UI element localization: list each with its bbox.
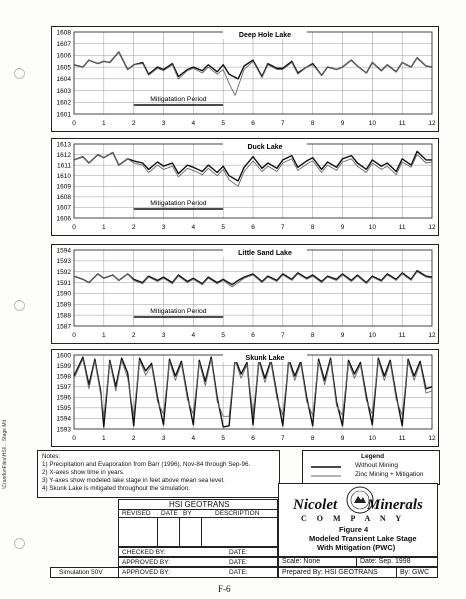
x-tick-label: 11	[398, 332, 406, 339]
x-tick-label: 4	[191, 224, 196, 231]
y-tick-label: 1587	[56, 323, 71, 331]
x-tick-label: 10	[368, 224, 376, 231]
x-tick-label: 1	[102, 224, 106, 231]
chart-panel-skunk-lake	[51, 349, 439, 447]
date-value: Date: Sep. 1998	[360, 558, 411, 565]
x-tick-label: 9	[340, 120, 345, 127]
chart-title: Duck Lake	[247, 144, 283, 151]
figure-box	[278, 483, 438, 557]
x-tick-label: 5	[221, 224, 225, 231]
x-tick-label: 9	[340, 224, 345, 231]
scale-cell	[278, 557, 357, 567]
figure-number: Figure 4	[339, 525, 369, 534]
logo-word-minerals: Minerals	[367, 497, 423, 513]
revision-body	[118, 517, 278, 547]
approved-by-label-2: APPROVED BY:	[122, 569, 171, 576]
x-tick-label: 1	[102, 332, 106, 339]
x-tick-label: 7	[281, 435, 285, 442]
simulation-cell	[50, 567, 119, 578]
approved-by-label-1: APPROVED BY:	[122, 559, 171, 566]
y-tick-label: 1590	[56, 290, 71, 298]
file-path-label: \CrandonFiles\HSI\... Stage Mit	[2, 420, 8, 489]
x-tick-label: 11	[398, 435, 406, 442]
y-tick-label: 1597	[56, 384, 71, 392]
x-tick-label: 7	[281, 120, 285, 127]
x-tick-label: 1	[102, 120, 106, 127]
figure-title-line-1: Modeled Transient Lake Stage	[309, 534, 417, 543]
chart-svg-deep-hole-lake	[52, 27, 438, 131]
x-tick-label: 0	[72, 332, 76, 339]
x-tick-label: 12	[428, 224, 436, 231]
x-tick-label: 10	[368, 120, 376, 127]
y-tick-label: 1601	[56, 111, 71, 119]
x-tick-label: 3	[161, 332, 166, 339]
scale-label: Scale: None	[282, 558, 321, 565]
x-tick-label: 0	[72, 224, 76, 231]
approved-by-row-2	[118, 567, 278, 578]
chart-svg-skunk-lake	[52, 350, 438, 446]
date-col: DATE	[161, 510, 178, 517]
y-tick-label: 1603	[56, 87, 71, 95]
binder-hole-top	[14, 68, 25, 79]
note-1: 1) Precipitation and Evaporation from Barr (1996), Nov-84 through Sep-96.	[42, 461, 251, 468]
x-tick-label: 8	[310, 435, 315, 442]
logo-word-nicolet: Nicolet	[293, 497, 338, 513]
y-tick-label: 1589	[56, 301, 71, 309]
y-tick-label: 1612	[56, 151, 71, 159]
date-cell	[356, 557, 438, 567]
by-value: By: GWC	[400, 569, 430, 576]
x-tick-label: 7	[281, 224, 285, 231]
x-tick-label: 12	[428, 332, 436, 339]
x-tick-label: 9	[340, 435, 345, 442]
y-tick-label: 1600	[56, 352, 71, 360]
y-tick-label: 1609	[56, 183, 71, 191]
date-label-3: DATE:	[229, 569, 248, 576]
y-tick-label: 1605	[56, 64, 71, 72]
x-tick-label: 8	[310, 120, 315, 127]
x-tick-label: 6	[251, 120, 255, 127]
x-tick-label: 3	[161, 435, 166, 442]
y-tick-label: 1606	[56, 215, 71, 223]
x-tick-label: 10	[368, 435, 376, 442]
prepared-cell	[278, 567, 397, 578]
x-tick-label: 6	[251, 332, 255, 339]
date-label-1: DATE:	[229, 549, 248, 556]
y-tick-label: 1607	[56, 204, 71, 212]
x-tick-label: 11	[398, 120, 406, 127]
x-tick-label: 8	[310, 332, 315, 339]
prepared-by: Prepared By: HSI GEOTRANS	[282, 569, 378, 576]
y-tick-label: 1610	[56, 173, 71, 181]
x-tick-label: 2	[131, 120, 136, 127]
x-tick-label: 8	[310, 224, 315, 231]
checked-by-label: CHECKED BY:	[122, 549, 166, 556]
y-tick-label: 1598	[56, 373, 71, 381]
x-tick-label: 1	[102, 435, 106, 442]
date-label-2: DATE:	[229, 559, 248, 566]
notes-heading: Notes:	[42, 453, 61, 460]
note-3: 3) Y-axes show modeled lake stage in feet above mean sea level.	[42, 477, 225, 484]
notes-box	[37, 450, 280, 498]
revised-col: REVISED	[122, 510, 151, 517]
by-col: BY	[183, 510, 192, 517]
chart-svg-duck-lake	[52, 139, 438, 235]
legend-label-without: Without Mining	[355, 462, 398, 469]
y-tick-label: 1592	[56, 269, 71, 277]
x-tick-label: 2	[131, 435, 136, 442]
y-tick-label: 1588	[56, 312, 71, 320]
x-tick-label: 2	[131, 224, 136, 231]
y-tick-label: 1607	[56, 41, 71, 49]
y-tick-label: 1593	[56, 426, 71, 434]
y-tick-label: 1613	[56, 141, 71, 149]
y-tick-label: 1602	[56, 99, 71, 107]
figure-title-line-2: With Mitigation (PWC)	[317, 543, 396, 552]
chart-svg-little-sand-lake	[52, 245, 438, 343]
legend-box	[302, 450, 440, 485]
y-tick-label: 1595	[56, 405, 71, 413]
chart-title: Deep Hole Lake	[238, 32, 292, 39]
mitigation-period-label: Mitigatation Period	[150, 96, 207, 103]
x-tick-label: 0	[72, 120, 76, 127]
y-tick-label: 1594	[56, 247, 71, 255]
approved-by-row-1	[118, 557, 278, 567]
chart-title: Skunk Lake	[245, 355, 285, 362]
y-tick-label: 1594	[56, 415, 71, 423]
y-tick-label: 1608	[56, 194, 71, 202]
x-tick-label: 10	[368, 332, 376, 339]
mitigation-period-label: Mitigatation Period	[150, 200, 207, 207]
mitigation-period-label: Mitigatation Period	[150, 308, 207, 315]
x-tick-label: 3	[161, 120, 166, 127]
y-tick-label: 1606	[56, 52, 71, 60]
x-tick-label: 12	[428, 120, 436, 127]
note-2: 2) X-axes show time in years.	[42, 469, 125, 476]
chart-panel-duck-lake	[51, 138, 439, 236]
x-tick-label: 5	[221, 120, 225, 127]
y-tick-label: 1611	[57, 162, 71, 170]
simulation-label: Simulation 50V	[59, 569, 103, 576]
x-tick-label: 0	[72, 435, 76, 442]
x-tick-label: 4	[191, 435, 196, 442]
legend-swatch-without	[311, 464, 341, 470]
x-tick-label: 2	[131, 332, 136, 339]
description-col: DESCRIPTION	[215, 510, 260, 517]
y-tick-label: 1596	[56, 394, 71, 402]
x-tick-label: 9	[340, 332, 345, 339]
x-tick-label: 3	[161, 224, 166, 231]
y-tick-label: 1599	[56, 362, 71, 370]
y-tick-label: 1608	[56, 29, 71, 37]
page-number: F-6	[218, 584, 231, 594]
x-tick-label: 11	[398, 224, 406, 231]
chart-panel-little-sand-lake	[51, 244, 439, 344]
x-tick-label: 4	[191, 120, 196, 127]
logo-company: C O M P A N Y	[301, 514, 406, 523]
binder-hole-middle	[14, 300, 25, 311]
x-tick-label: 5	[221, 435, 225, 442]
y-tick-label: 1591	[56, 279, 71, 287]
company-box-label: HSI GEOTRANS	[169, 500, 230, 509]
legend-swatch-with	[311, 473, 341, 479]
legend-label-with: Zinc Mining + Mitigation	[355, 471, 424, 478]
x-tick-label: 5	[221, 332, 225, 339]
by-cell	[396, 567, 438, 578]
chart-panel-deep-hole-lake	[51, 26, 439, 132]
y-tick-label: 1604	[56, 76, 71, 84]
y-tick-label: 1593	[56, 258, 71, 266]
x-tick-label: 6	[251, 435, 255, 442]
chart-title: Little Sand Lake	[238, 250, 292, 257]
x-tick-label: 6	[251, 224, 255, 231]
checked-by-row	[118, 547, 278, 557]
title-block	[59, 497, 438, 581]
x-tick-label: 12	[428, 435, 436, 442]
binder-hole-bottom	[14, 538, 25, 549]
x-tick-label: 7	[281, 332, 285, 339]
legend-title: Legend	[361, 453, 385, 460]
x-tick-label: 4	[191, 332, 196, 339]
note-4: 4) Skunk Lake is mitigated throughout the simulation.	[42, 485, 191, 492]
